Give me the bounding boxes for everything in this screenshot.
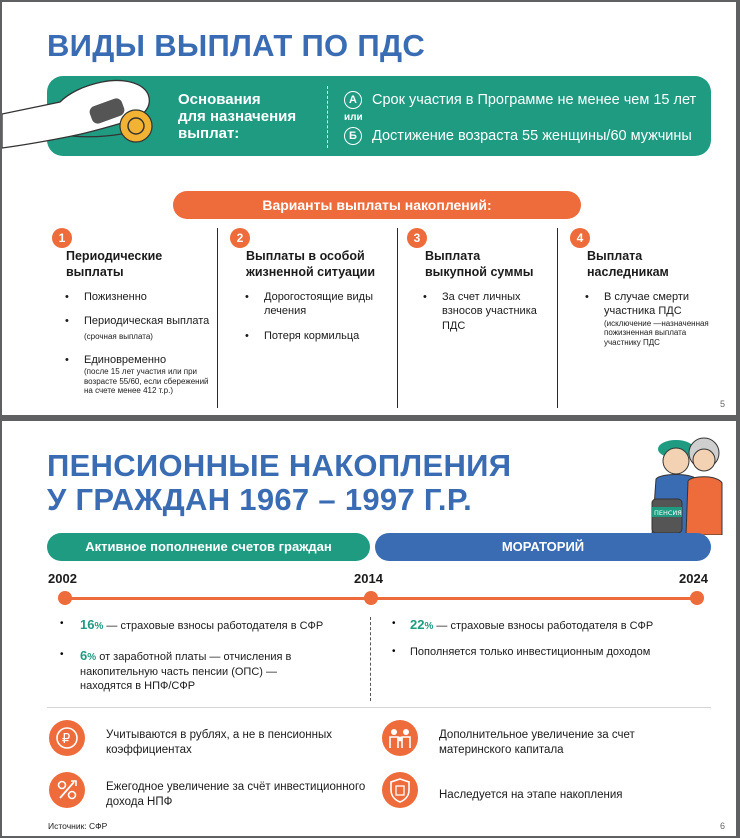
section-divider <box>47 707 711 708</box>
timeline-line <box>64 597 696 600</box>
column-title-line: Выплаты в особой <box>246 249 365 263</box>
percent-value: 22 <box>410 617 425 632</box>
feature-text: Наследуется на этапе накопления <box>439 789 623 801</box>
bullet: • <box>392 618 396 629</box>
feature-text: Ежегодное увеличение за счёт инвестиционного дохода НПФ <box>106 781 366 808</box>
year-label: 2014 <box>354 571 383 586</box>
percent-unit: % <box>94 621 104 632</box>
column-list <box>242 290 392 353</box>
list-item <box>62 353 212 396</box>
column-list <box>62 290 212 406</box>
feature-text: Учитываются в рублях, а не в пенсионных коэффициентах <box>106 729 333 756</box>
item-text: — страховые взносы работодателя в СФР <box>433 620 654 632</box>
column-title-line: жизненной ситуации <box>246 264 376 279</box>
percent-unit: % <box>424 621 434 632</box>
shield-document-icon <box>382 772 418 808</box>
list-item <box>62 314 212 343</box>
item-text: — страховые взносы работодателя в СФР <box>103 620 324 632</box>
variants-header: Варианты выплаты накоплений: <box>173 191 581 219</box>
bullet: • <box>60 618 64 629</box>
timeline-dot <box>690 591 704 605</box>
list-item-note: (срочная выплата) <box>84 331 153 341</box>
family-icon <box>382 720 418 756</box>
column-number-badge: 3 <box>407 228 427 248</box>
list-item <box>582 290 722 347</box>
list-item-text: Потеря кормильца <box>264 329 360 342</box>
column-number-badge: 1 <box>52 228 72 248</box>
column-divider <box>557 228 558 408</box>
basis-label-line: для назначения <box>178 107 297 125</box>
column-divider <box>217 228 218 408</box>
jar-label: ПЕНСИЯ <box>654 509 682 517</box>
slide-pension-savings <box>2 421 736 836</box>
source-note: Источник: СФР <box>48 821 108 831</box>
column-list <box>420 290 555 343</box>
basis-label <box>178 92 296 143</box>
right-item <box>410 617 710 634</box>
list-item-text: Пожизненно <box>84 291 147 303</box>
percent-value: 6 <box>80 648 88 663</box>
condition-a-text: Срок участия в Программе не менее чем 15 лет <box>372 92 697 108</box>
page-number: 6 <box>720 821 726 831</box>
percent-value: 16 <box>80 617 95 632</box>
ruble-coin-icon <box>49 720 85 756</box>
column-title-line: наследникам <box>587 264 669 279</box>
list-item-text: В случае смерти участника ПДС <box>604 291 690 318</box>
column-title-line: выкупной суммы <box>425 264 534 279</box>
left-item <box>80 617 360 634</box>
svg-text:₽: ₽ <box>62 732 71 747</box>
list-item-note: (исключение —назначенная пожизненная выплата участнику ПДС <box>604 318 709 347</box>
left-item <box>80 648 332 693</box>
page-title: ВИДЫ ВЫПЛАТ ПО ПДС <box>47 28 426 63</box>
basis-label-line: Основания <box>178 91 261 108</box>
column-title <box>425 249 533 280</box>
column-title <box>246 249 375 280</box>
percent-growth-icon <box>49 772 85 808</box>
list-item <box>242 329 392 343</box>
list-item-text: Единовременно <box>84 353 167 366</box>
list-item-text: Периодическая выплата <box>84 315 210 328</box>
page-title-line: У ГРАЖДАН 1967 – 1997 Г.Р. <box>47 482 473 518</box>
page-number: 5 <box>720 399 726 409</box>
basis-divider <box>327 86 328 148</box>
page-title-line: ПЕНСИОННЫЕ НАКОПЛЕНИЯ <box>47 448 512 483</box>
column-divider <box>397 228 398 408</box>
column-title-line: Периодические <box>66 249 163 263</box>
or-label: или <box>344 112 363 123</box>
timeline-dot <box>364 591 378 605</box>
list-item <box>62 290 212 304</box>
list-item <box>420 290 555 333</box>
condition-b-text: Достижение возраста 55 женщины/60 мужчины <box>372 128 692 144</box>
list-item-note: (после 15 лет участия или при возрасте 55/60, если сбережений на счете менее 412 т.р.) <box>84 367 209 396</box>
feature-text: Дополнительное увеличение за счет материнского капитала <box>439 729 635 756</box>
basis-label-line: выплат: <box>178 124 240 142</box>
item-text: Пополняется только инвестиционным доходом <box>410 646 651 658</box>
hand-coin-icon <box>2 74 172 164</box>
percent-unit: % <box>87 652 97 663</box>
timeline-dot <box>58 591 72 605</box>
slide-payment-types <box>2 2 736 415</box>
column-title <box>66 249 162 280</box>
moratorium-pill: МОРАТОРИЙ <box>375 533 711 561</box>
page-title <box>47 449 511 517</box>
column-number-badge: 2 <box>230 228 250 248</box>
column-title-line: выплаты <box>66 264 124 279</box>
bullet: • <box>392 646 396 657</box>
item-text: от заработной платы — отчисления в накопительную часть пенсии (ОПС) — находятся в НПФ/СФР <box>80 651 292 693</box>
column-title-line: Выплата <box>425 249 481 263</box>
list-item-text: Дорогостоящие виды лечения <box>264 291 373 318</box>
list-item-text: За счет личных взносов участника ПДС <box>442 291 537 332</box>
bullet: • <box>60 649 64 660</box>
list-item <box>242 290 392 319</box>
elderly-couple-icon <box>594 427 724 535</box>
active-period-pill: Активное пополнение счетов граждан <box>47 533 370 561</box>
column-title <box>587 249 669 280</box>
column-list <box>582 290 722 357</box>
column-title-line: Выплата <box>587 249 643 263</box>
right-item <box>410 645 710 659</box>
condition-b-marker: Б <box>344 127 362 145</box>
timeline-divider <box>370 617 371 701</box>
condition-a-marker: А <box>344 91 362 109</box>
year-label: 2024 <box>679 571 708 586</box>
year-label: 2002 <box>48 571 77 586</box>
column-number-badge: 4 <box>570 228 590 248</box>
